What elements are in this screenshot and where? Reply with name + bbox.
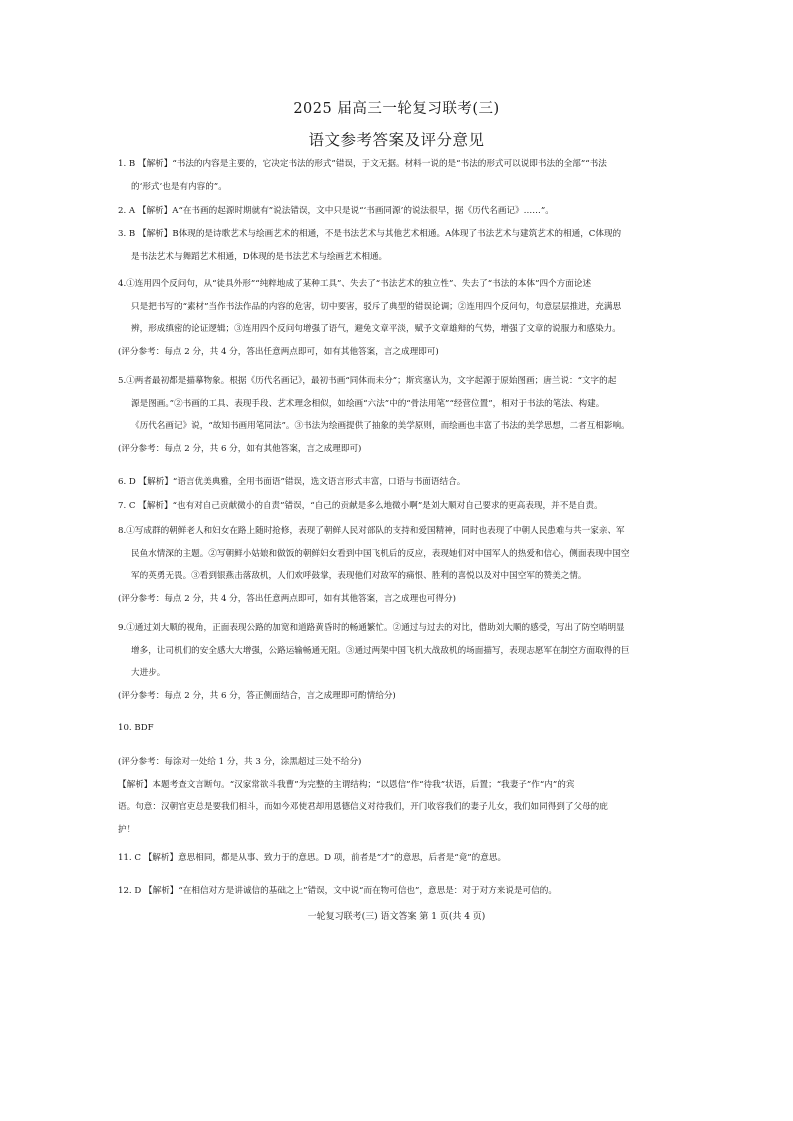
answer-line: 只是把书写的“素材”当作书法作品的内容的危害，切中要害，驳斥了典型的错误论调；②连用四个反问句，句意层层推进，充满思 xyxy=(131,301,622,312)
answer-line: 2. A 【解析】A“在书画的起源时期就有”说法错误，文中只是说“‘书画同源’的说法很早，据《历代名画记》……”。 xyxy=(118,206,554,216)
scoring-note: (评分参考：每点 2 分，共 6 分，如有其他答案，言之成理即可) xyxy=(118,443,362,454)
scoring-note: (评分参考：每点 2 分，共 4 分，答出任意两点即可，如有其他答案，言之成理即可) xyxy=(118,346,439,357)
answer-item-6 xyxy=(118,471,678,494)
answer-line: 12. D 【解析】“在相信对方是讲诚信的基础之上”错误，文中说“而在物可信也”，意思是：对于对方来说是可信的。 xyxy=(118,886,557,896)
scoring-note: (评分参考：每涂对一处给 1 分，共 3 分，涂黑超过三处不给分) xyxy=(118,757,362,767)
answer-line: 4.①连用四个反问句，从“徒具外形”“纯粹地成了某种工具”、失去了“书法艺术的独立性”、失去了“书法的本体”四个方面论述 xyxy=(118,279,592,289)
answer-item-11 xyxy=(118,847,678,870)
page-footer: 一轮复习联考(三) 语文答案 第 1 页(共 4 页) xyxy=(307,912,486,922)
answer-line: 是书法艺术与舞蹈艺术相通，D体现的是书法艺术与绘画艺术相通。 xyxy=(131,251,388,262)
answer-line: 军的英勇无畏。③看到银燕击落敌机，人们欢呼鼓掌，表现他们对敌军的痛恨、胜利的喜悦以及对中国空军的赞美之情。 xyxy=(131,571,587,581)
answer-line: 【解析】本题考查文言断句。“汉家常欲斗我曹”为完整的主谓结构；“以恩信”作“待我”状语，后置；“我妻子”作“内”的宾 xyxy=(118,779,575,790)
answer-line: 6. D 【解析】“语言优美典雅，全用书面语”错误，选文语言形式丰富，口语与书面语结合。 xyxy=(118,477,466,487)
answer-line: 护！ xyxy=(118,824,136,835)
answer-item-1 xyxy=(118,153,678,198)
answer-line: 增多，让司机们的安全感大大增强，公路运输畅通无阻。③通过两架中国飞机大战敌机的场面描写，表现志愿军在制空方面取得的巨 xyxy=(131,645,630,656)
answer-line: 语。句意：汉朝官吏总是要我们相斗，而如今邓使君却用恩德信义对待我们，开门收容我们的妻子儿女，我们如同得到了父母的庇 xyxy=(118,802,608,812)
answer-line: 5.①两者最初都是描摹物象。根据《历代名画记》，最初书画“同体而未分”；斯宾塞认为，文字起源于原始图画；唐兰说：“文字的起 xyxy=(118,376,617,386)
answer-item-5 xyxy=(118,370,678,460)
answer-line: 1. B 【解析】“书法的内容是主要的，它决定书法的形式”错误，于文无据。材料一说的是“书法的形式可以说即书法的全部”“书法 xyxy=(118,159,607,169)
answer-line: 9.①通过刘大顺的视角，正面表现公路的加宽和道路黄昏时的畅通繁忙。②通过与过去的对比，借助刘大顺的感受，写出了防空哨明显 xyxy=(118,623,625,633)
answer-line: 《历代名画记》说，“故知书画用笔同法”。③书法为绘画提供了抽象的美学原则，而绘画也丰富了书法的美学思想，二者互相影响。 xyxy=(131,421,630,431)
answer-item-10 xyxy=(118,717,678,740)
answer-line: 辨，形成缜密的论证逻辑；③连用四个反问句增强了语气，避免文章平淡，赋予文章雄辩的气势，增强了文章的说服力和感染力。 xyxy=(131,324,621,334)
answer-item-7 xyxy=(118,495,678,518)
answer-line: 10. BDF xyxy=(118,723,154,733)
answer-item-2 xyxy=(118,200,678,223)
document-title: 2025 届高三一轮复习联考(三) xyxy=(293,101,500,117)
answer-line: 民鱼水情深的主题。②写朝鲜小姑娘和做饭的朝鲜妇女看到中国飞机后的反应，表现她们对中国军人的热爱和信心，侧面表现中国空 xyxy=(131,548,630,559)
answer-line: 的‘形式’也是有内容的”。 xyxy=(131,181,227,192)
answer-item-4 xyxy=(118,273,678,363)
answer-item-8 xyxy=(118,520,678,610)
answer-item-12 xyxy=(118,880,678,903)
answer-item-3 xyxy=(118,223,678,268)
answer-line: 3. B 【解析】B体现的是诗歌艺术与绘画艺术的相通，不是书法艺术与其他艺术相通。A体现了书法艺术与建筑艺术的相通，C体现的 xyxy=(118,229,622,239)
scoring-note: (评分参考：每点 2 分，共 6 分，答正侧面结合，言之成理即可酌情给分) xyxy=(118,690,396,701)
document-subtitle: 语文参考答案及评分意见 xyxy=(308,131,485,149)
answer-line: 大进步。 xyxy=(131,668,166,678)
answer-line: 8.①写成群的朝鲜老人和妇女在路上随时抢修，表现了朝鲜人民对部队的支持和爱国精神，同时也表现了中朝人民患难与共一家亲、军 xyxy=(118,526,625,536)
scoring-note: (评分参考：每点 2 分，共 4 分，答出任意两点即可，如有其他答案，言之成理也可得分) xyxy=(118,593,456,604)
answer-line: 11. C 【解析】意思相同，都是从事、致力于的意思。D 项，前者是“才”的意思，后者是“竟”的意思。 xyxy=(118,853,507,863)
answer-item-10-notes xyxy=(118,751,678,841)
answer-item-9 xyxy=(118,617,678,707)
answer-line: 7. C 【解析】“也有对自己贡献微小的自责”错误，“自己的贡献是多么地微小啊”是刘大顺对自己要求的更高表现，并不是自责。 xyxy=(118,501,603,511)
answer-line: 源是图画。”②书画的工具、表现手段、艺术理念相似，如绘画“六法”中的“骨法用笔”“经营位置”，相对于书法的笔法、构建。 xyxy=(131,398,605,409)
